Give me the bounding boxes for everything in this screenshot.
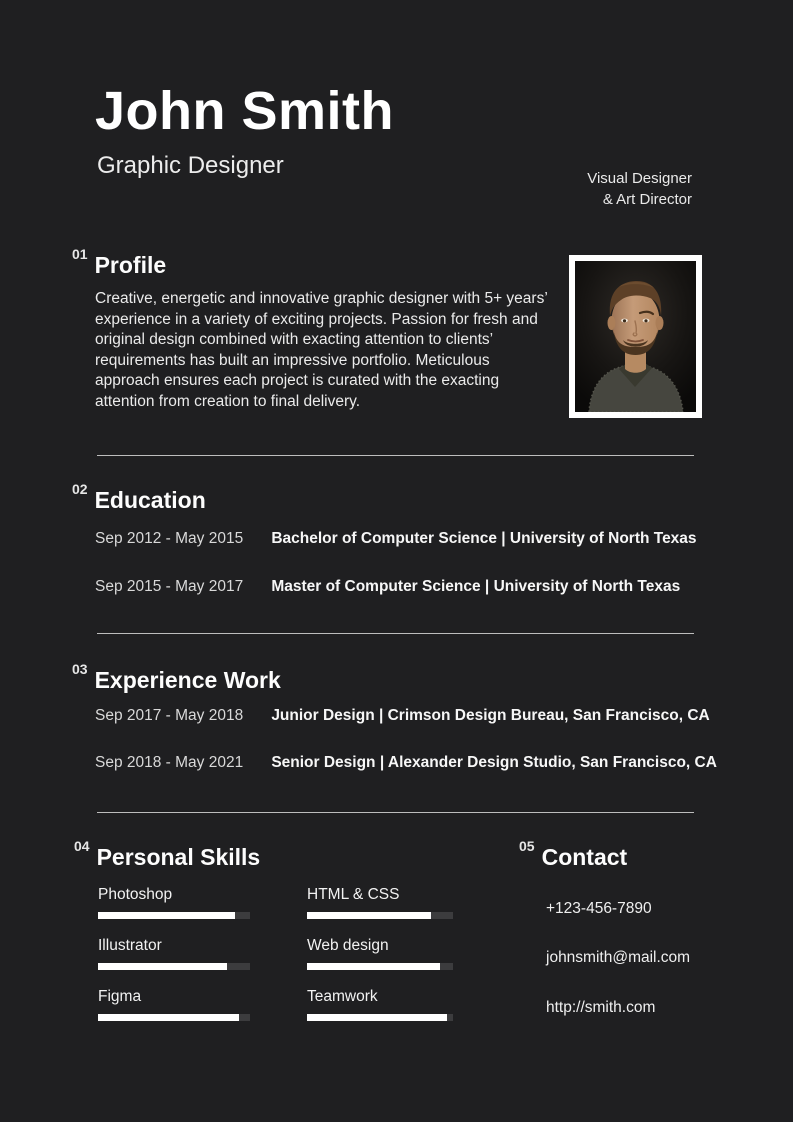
- contact-website: http://smith.com: [546, 999, 656, 1016]
- skill-bar-track: [98, 912, 250, 919]
- education-degree: Bachelor of Computer Science | University of North Texas: [271, 530, 697, 547]
- skills-section-number: 04: [74, 838, 90, 854]
- skill-bar-track: [307, 963, 453, 970]
- skill-label: Figma: [98, 988, 142, 1005]
- portrait-photo: [569, 255, 702, 418]
- experience-row: [95, 754, 717, 772]
- profile-text: Creative, energetic and innovative graphic designer with 5+ years’ experience in a variety of exciting projects. Passion for fresh and original design combined with exacting attention to clients’ requirements has built an impressive portfolio. Meticulous approach ensures each project is curated with the exacting attention from creation to final delivery.: [95, 290, 548, 410]
- education-dates: Sep 2012 - May 2015: [95, 530, 244, 547]
- education-row: [95, 578, 680, 596]
- contact-section-heading: [519, 838, 627, 871]
- education-section-heading: [72, 481, 206, 514]
- skills-section-heading: [74, 838, 260, 871]
- skill-bar-fill: [98, 963, 227, 970]
- tagline-line-1: Visual Designer: [587, 170, 692, 187]
- skill-label: Web design: [307, 937, 389, 954]
- skill-item: [307, 988, 453, 1021]
- divider: [97, 455, 694, 456]
- skill-label: Illustrator: [98, 937, 162, 954]
- experience-dates: Sep 2017 - May 2018: [95, 707, 244, 724]
- education-degree: Master of Computer Science | University of North Texas: [271, 578, 681, 595]
- skill-bar-fill: [98, 1014, 239, 1021]
- education-section-title: Education: [94, 487, 206, 513]
- skill-label: Photoshop: [98, 886, 173, 903]
- experience-position: Junior Design | Crimson Design Bureau, San Francisco, CA: [271, 707, 710, 724]
- profile-section-title: Profile: [94, 252, 167, 278]
- contact-email: johnsmith@mail.com: [546, 949, 691, 966]
- skill-bar-track: [307, 912, 453, 919]
- skill-label: HTML & CSS: [307, 886, 400, 903]
- education-dates: Sep 2015 - May 2017: [95, 578, 244, 595]
- profile-section-number: 01: [72, 246, 88, 262]
- skill-bar-fill: [98, 912, 235, 919]
- job-title: Graphic Designer: [97, 152, 284, 179]
- tagline-line-2: & Art Director: [602, 191, 692, 208]
- skill-item: [307, 886, 453, 919]
- skill-bar-track: [307, 1014, 453, 1021]
- skill-bar-fill: [307, 963, 440, 970]
- experience-position: Senior Design | Alexander Design Studio, San Francisco, CA: [271, 754, 717, 771]
- divider: [97, 812, 694, 813]
- tagline: [587, 168, 692, 210]
- contact-section-number: 05: [519, 838, 535, 854]
- profile-section-heading: [72, 246, 166, 279]
- skill-bar-fill: [307, 1014, 447, 1021]
- skill-item: [98, 886, 250, 919]
- skill-bar-fill: [307, 912, 431, 919]
- person-name: John Smith: [95, 81, 394, 141]
- portrait-photo-image: [575, 261, 696, 412]
- contact-section-title: Contact: [541, 844, 628, 870]
- experience-section-number: 03: [72, 661, 88, 677]
- education-row: [95, 530, 697, 548]
- divider: [97, 633, 694, 634]
- skill-item: [98, 988, 250, 1021]
- experience-section-heading: [72, 661, 281, 694]
- experience-row: [95, 707, 710, 725]
- skill-bar-track: [98, 1014, 250, 1021]
- experience-section-title: Experience Work: [94, 667, 281, 693]
- experience-dates: Sep 2018 - May 2021: [95, 754, 244, 771]
- skill-item: [307, 937, 453, 970]
- education-section-number: 02: [72, 481, 88, 497]
- skill-label: Teamwork: [307, 988, 378, 1005]
- skill-item: [98, 937, 250, 970]
- contact-phone: +123-456-7890: [546, 900, 652, 917]
- skills-section-title: Personal Skills: [96, 844, 261, 870]
- skill-bar-track: [98, 963, 250, 970]
